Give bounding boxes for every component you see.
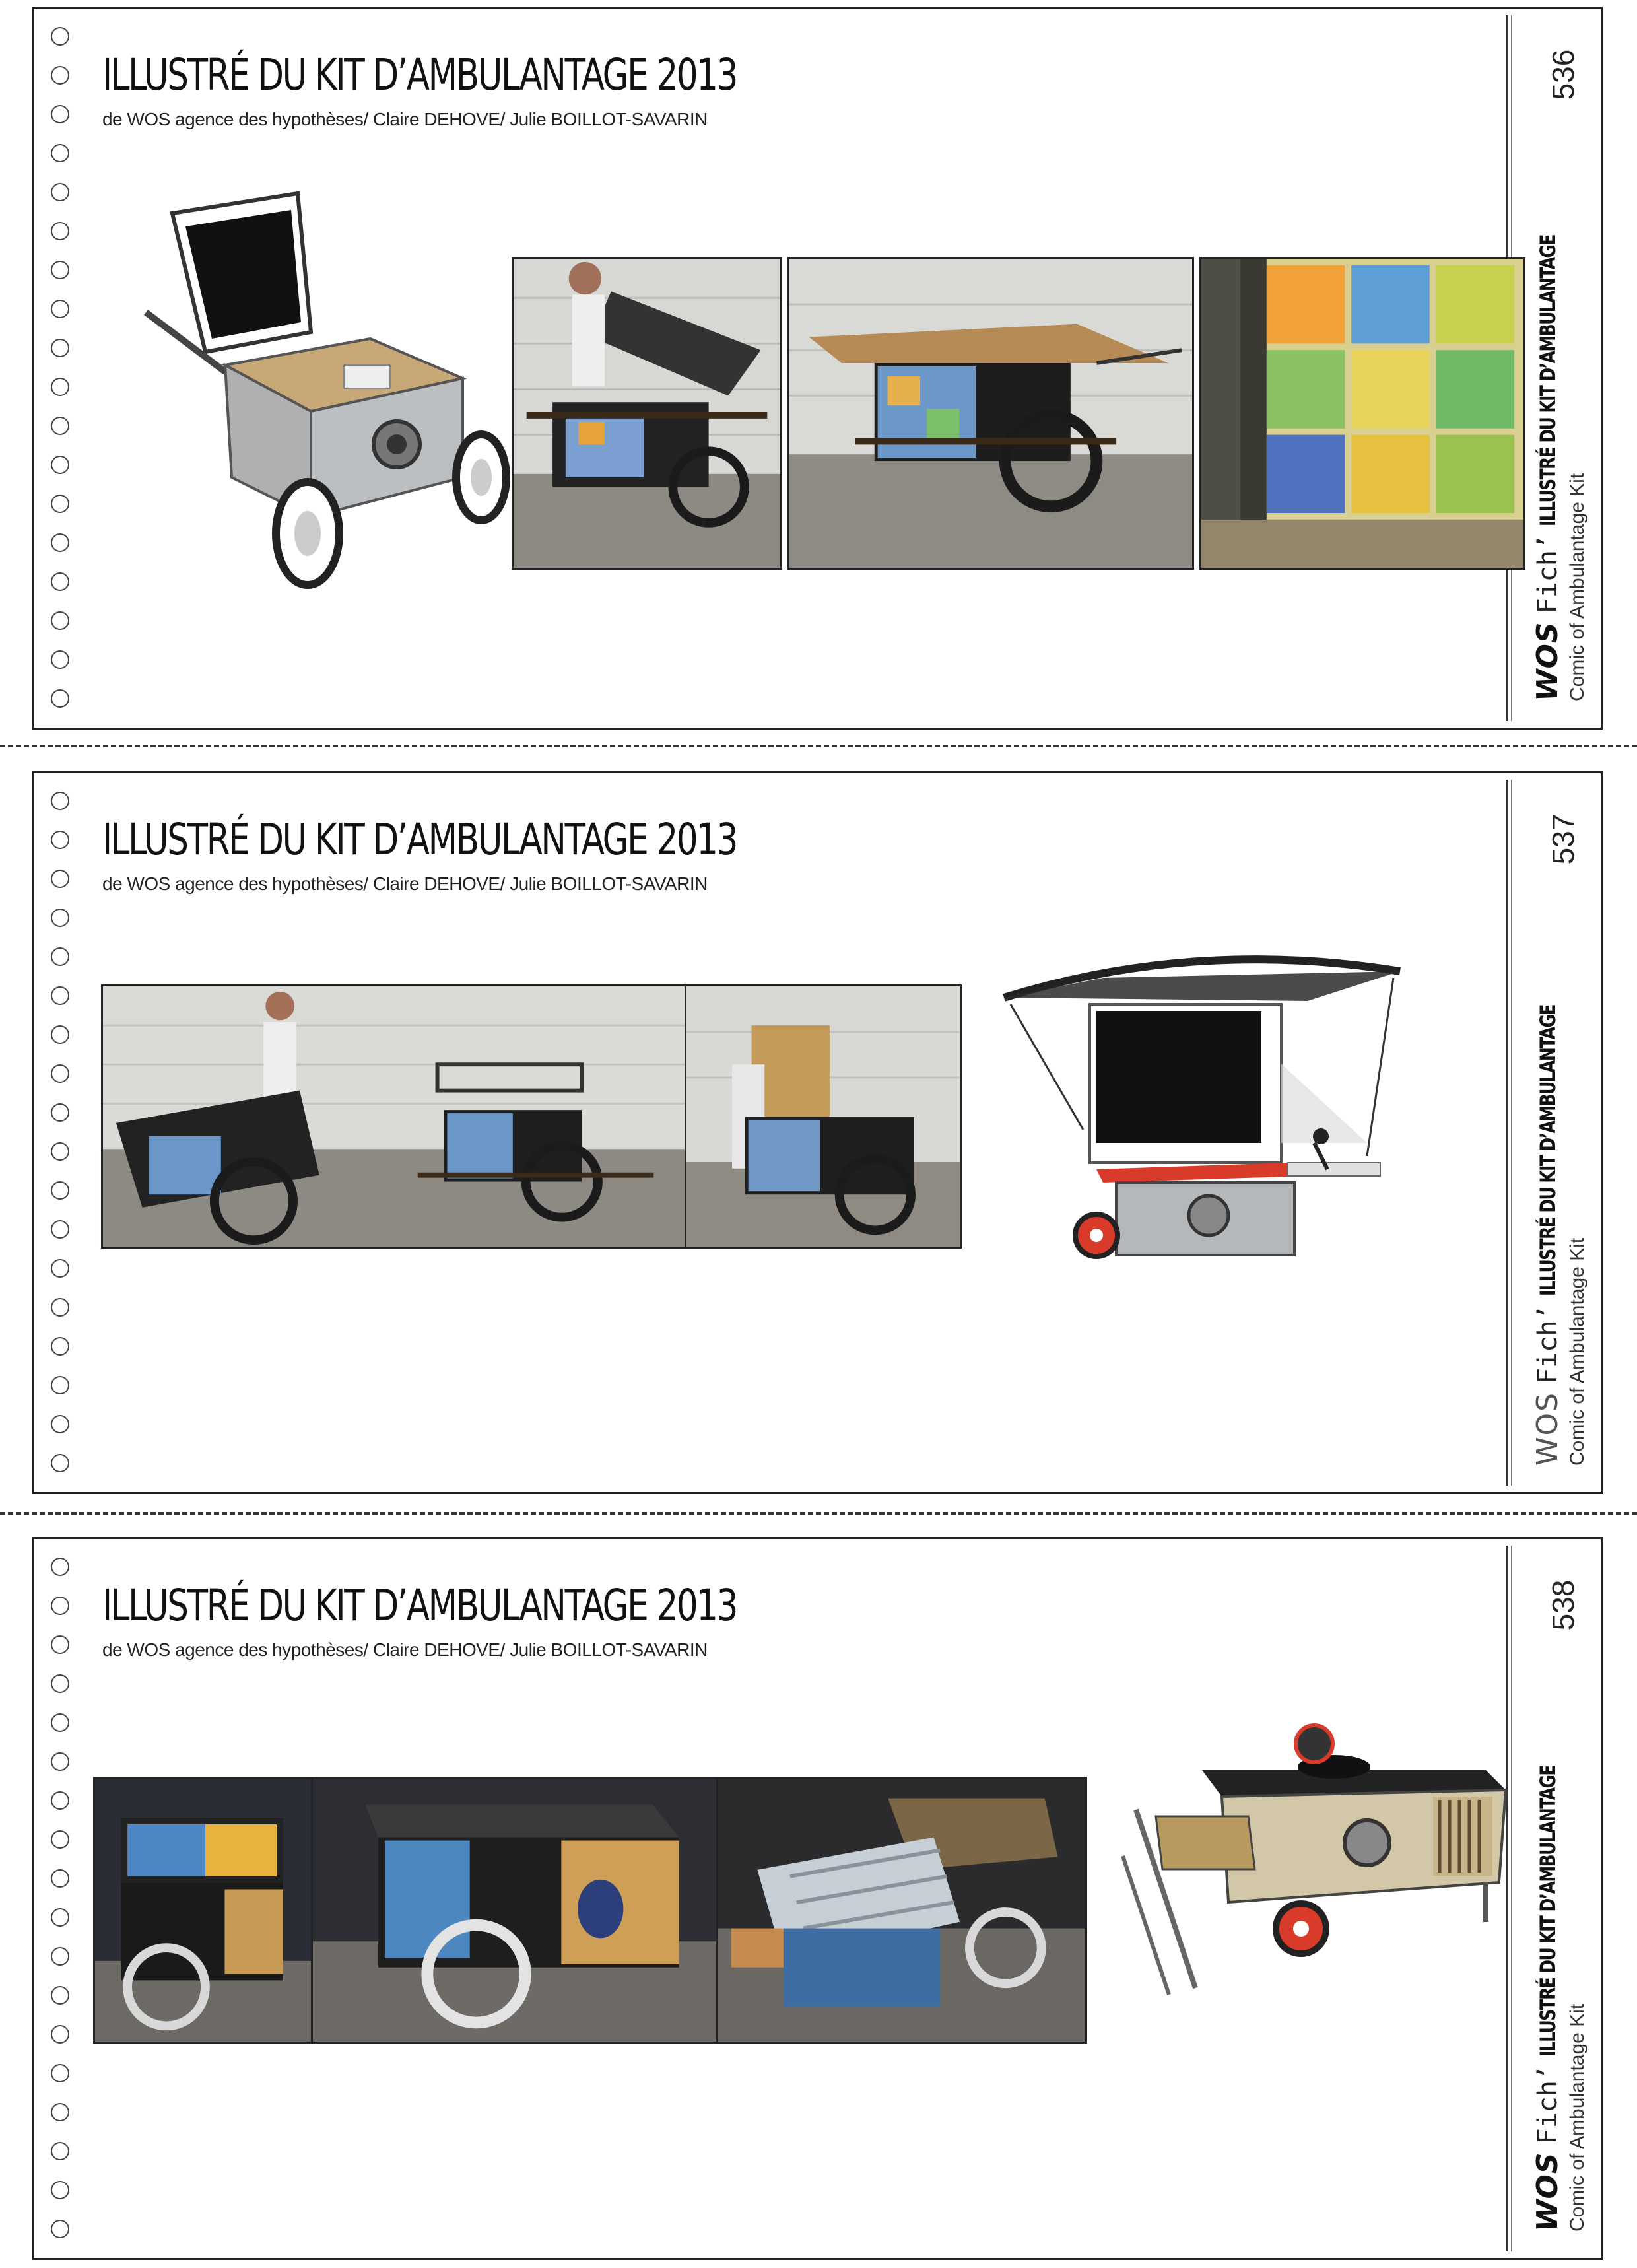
binder-hole bbox=[51, 2064, 69, 2082]
fich-label: Fich’ bbox=[1532, 1304, 1563, 1384]
binder-hole bbox=[51, 2220, 69, 2238]
photo-cart-open-drawers bbox=[716, 1777, 1087, 2044]
binder-hole bbox=[51, 1064, 69, 1083]
binder-hole bbox=[51, 2142, 69, 2160]
page-title: ILLUSTRÉ DU KIT D’AMBULANTAGE 2013 bbox=[102, 1580, 737, 1631]
photo-panel-closeup bbox=[1199, 257, 1525, 570]
binder-hole bbox=[51, 144, 69, 162]
photo-cart-wood-panel bbox=[311, 1777, 720, 2044]
binder-hole bbox=[51, 2181, 69, 2199]
binder-hole bbox=[51, 222, 69, 240]
binder-hole bbox=[51, 2103, 69, 2121]
binder-hole bbox=[51, 105, 69, 123]
cart-sketch-projection bbox=[997, 932, 1446, 1275]
page-subtitle: de WOS agence des hypothèses/ Claire DEHOVE/ Julie BOILLOT-SAVARIN bbox=[102, 874, 708, 894]
binder-hole bbox=[51, 378, 69, 396]
side-title: ILLUSTRÉ DU KIT D’AMBULANTAGE bbox=[1535, 235, 1560, 526]
binder-hole bbox=[51, 947, 69, 966]
wos-logo: WOS bbox=[1531, 2152, 1564, 2232]
binder-hole bbox=[51, 1142, 69, 1161]
cut-line bbox=[0, 745, 1637, 747]
fiche-card-538 bbox=[32, 1537, 1603, 2260]
binder-hole bbox=[51, 495, 69, 513]
binder-hole bbox=[51, 650, 69, 669]
binder-hole bbox=[51, 1298, 69, 1317]
page-subtitle: de WOS agence des hypothèses/ Claire DEHOVE/ Julie BOILLOT-SAVARIN bbox=[102, 1639, 708, 1660]
page-number: 538 bbox=[1546, 1579, 1580, 1631]
binder-hole bbox=[51, 2025, 69, 2044]
binder-hole bbox=[51, 456, 69, 474]
binder-hole bbox=[51, 1752, 69, 1771]
binder-hole bbox=[51, 1259, 69, 1278]
binder-hole bbox=[51, 1454, 69, 1472]
binder-hole bbox=[51, 1908, 69, 1927]
binder-hole bbox=[51, 1103, 69, 1122]
binder-hole bbox=[51, 1220, 69, 1239]
side-divider bbox=[1506, 780, 1508, 1486]
binder-hole bbox=[51, 533, 69, 552]
binder-hole bbox=[51, 1181, 69, 1200]
side-label bbox=[1512, 1743, 1605, 2232]
page-title: ILLUSTRÉ DU KIT D’AMBULANTAGE 2013 bbox=[102, 814, 737, 865]
binder-hole bbox=[51, 792, 69, 810]
binder-hole bbox=[51, 572, 69, 591]
wos-logo: WOS bbox=[1531, 1391, 1564, 1466]
binder-hole bbox=[51, 1376, 69, 1394]
side-label bbox=[1512, 977, 1605, 1466]
photo-unfolding-cart bbox=[101, 984, 688, 1249]
page-title: ILLUSTRÉ DU KIT D’AMBULANTAGE 2013 bbox=[102, 50, 737, 100]
page-subtitle: de WOS agence des hypothèses/ Claire DEHOVE/ Julie BOILLOT-SAVARIN bbox=[102, 109, 708, 129]
page-number: 537 bbox=[1546, 813, 1580, 865]
binder-hole bbox=[51, 611, 69, 630]
binder-hole bbox=[51, 1558, 69, 1576]
side-subtitle: Comic of Ambulantage Kit bbox=[1566, 473, 1588, 701]
binder-hole bbox=[51, 1869, 69, 1888]
side-title: ILLUSTRÉ DU KIT D’AMBULANTAGE bbox=[1535, 1005, 1560, 1297]
photo-cart-lid-open bbox=[512, 257, 782, 570]
cart-sketch-record-player bbox=[1116, 1704, 1525, 2008]
side-subtitle: Comic of Ambulantage Kit bbox=[1566, 1237, 1588, 1466]
binder-hole bbox=[51, 831, 69, 849]
binder-hole bbox=[51, 183, 69, 201]
fich-label: Fich’ bbox=[1532, 533, 1563, 614]
side-title: ILLUSTRÉ DU KIT D’AMBULANTAGE bbox=[1535, 1766, 1560, 2057]
binder-hole bbox=[51, 1713, 69, 1732]
binder-hole bbox=[51, 870, 69, 888]
fich-label: Fich’ bbox=[1532, 2064, 1563, 2145]
fiche-card-537 bbox=[32, 771, 1603, 1494]
binder-hole bbox=[51, 66, 69, 85]
binder-hole bbox=[51, 1025, 69, 1044]
binder-hole bbox=[51, 339, 69, 357]
binder-hole bbox=[51, 1830, 69, 1849]
binder-hole bbox=[51, 1597, 69, 1615]
binder-hole bbox=[51, 300, 69, 318]
photo-cart-stacked bbox=[93, 1777, 315, 2044]
binder-hole bbox=[51, 1791, 69, 1810]
binder-hole bbox=[51, 1674, 69, 1693]
photo-cart-closed bbox=[787, 257, 1194, 570]
fiche-card-536 bbox=[32, 7, 1603, 730]
binder-hole bbox=[51, 1635, 69, 1654]
binder-hole bbox=[51, 1415, 69, 1433]
binder-hole bbox=[51, 1337, 69, 1356]
binder-hole bbox=[51, 1947, 69, 1966]
binder-hole bbox=[51, 986, 69, 1005]
binder-hole bbox=[51, 27, 69, 46]
binder-hole bbox=[51, 261, 69, 279]
side-subtitle: Comic of Ambulantage Kit bbox=[1566, 2003, 1588, 2232]
side-label bbox=[1512, 213, 1605, 701]
photo-loading-cart bbox=[685, 984, 962, 1249]
binder-hole bbox=[51, 689, 69, 708]
binder-hole bbox=[51, 909, 69, 927]
binder-hole bbox=[51, 417, 69, 435]
wos-logo: WOS bbox=[1531, 621, 1564, 701]
page-number: 536 bbox=[1546, 49, 1580, 100]
cut-line bbox=[0, 1512, 1637, 1515]
cart-sketch-screen bbox=[119, 174, 542, 596]
binder-hole bbox=[51, 1986, 69, 2005]
